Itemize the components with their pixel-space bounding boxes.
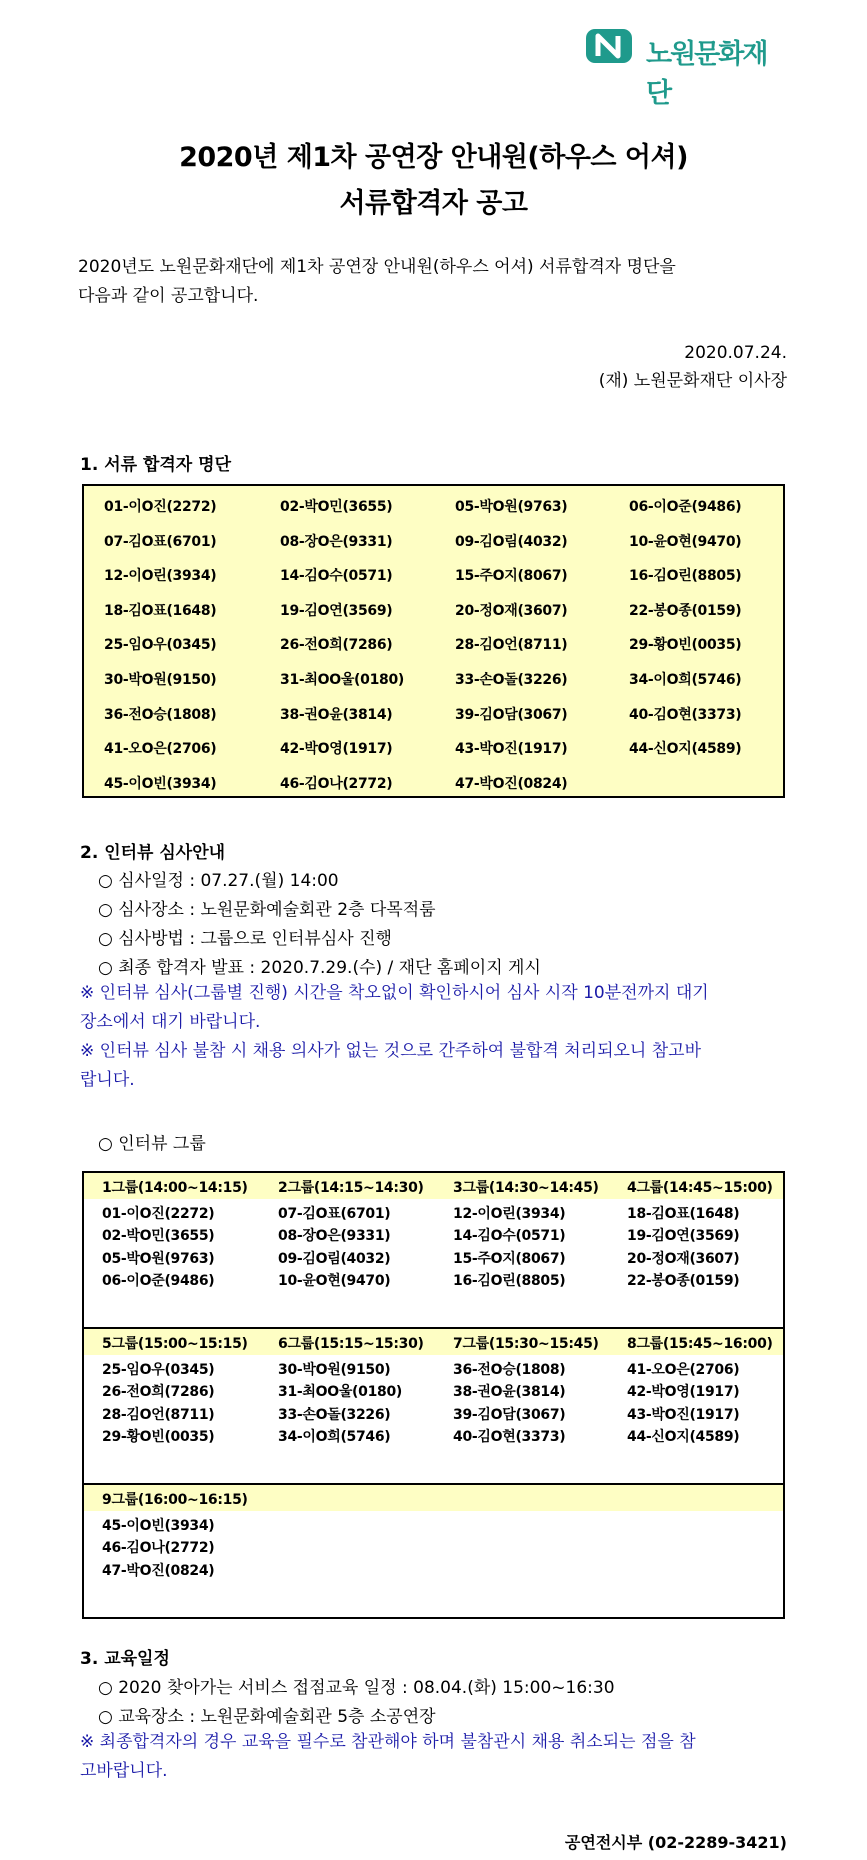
group-member: 28-김O언(8711)	[102, 1406, 215, 1423]
intro-line: 2020년도 노원문화재단에 제1차 공연장 안내원(하우스 어셔) 서류합격자 명단을	[78, 257, 676, 277]
group-header: 6그룹(15:15~15:30)	[278, 1336, 424, 1352]
passer-entry: 36-전O승(1808)	[104, 706, 217, 723]
group-member: 43-박O진(1917)	[627, 1406, 740, 1423]
note-line: 장소에서 대기 바랍니다.	[80, 1012, 261, 1032]
group-header: 4그룹(14:45~15:00)	[627, 1180, 773, 1196]
group-member: 05-박O원(9763)	[102, 1250, 215, 1267]
interview-date: ○ 심사일정 : 07.27.(월) 14:00	[98, 871, 339, 891]
section-heading-interview: 2. 인터뷰 심사안내	[80, 843, 226, 863]
group-header: 5그룹(15:00~15:15)	[102, 1336, 248, 1352]
passer-entry: 41-오O은(2706)	[104, 741, 217, 758]
group-member: 29-황O빈(0035)	[102, 1428, 215, 1445]
group-member: 46-김O나(2772)	[102, 1540, 215, 1557]
passer-entry: 29-황O빈(0035)	[629, 637, 742, 654]
group-member: 42-박O영(1917)	[627, 1384, 740, 1401]
department-contact: 공연전시부 (02-2289-3421)	[564, 1833, 787, 1852]
group-member: 45-이O빈(3934)	[102, 1518, 215, 1534]
group-member: 34-이O희(5746)	[278, 1428, 391, 1445]
group-header: 3그룹(14:30~14:45)	[453, 1180, 599, 1196]
group-member: 39-김O담(3067)	[453, 1406, 566, 1423]
passer-entry: 09-김O림(4032)	[455, 533, 568, 550]
group-member: 08-장O은(9331)	[278, 1228, 391, 1245]
passer-entry: 38-권O윤(3814)	[280, 706, 393, 723]
passer-entry: 15-주O지(8067)	[455, 568, 568, 585]
passer-entry: 01-이O진(2272)	[104, 499, 217, 515]
group-block	[84, 1329, 783, 1483]
group-member: 22-봉O종(0159)	[627, 1272, 740, 1289]
passer-entry: 22-봉O종(0159)	[629, 602, 742, 619]
group-member: 31-최OO울(0180)	[278, 1384, 403, 1401]
passer-entry: 07-김O표(6701)	[104, 533, 217, 550]
passer-entry: 45-이O빈(3934)	[104, 775, 217, 792]
interview-groups-box	[82, 1171, 785, 1619]
group-member: 02-박O민(3655)	[102, 1228, 215, 1245]
group-header: 9그룹(16:00~16:15)	[102, 1492, 248, 1508]
passer-entry: 43-박O진(1917)	[455, 741, 568, 758]
passer-entry: 31-최OO울(0180)	[280, 672, 405, 688]
group-header: 1그룹(14:00~14:15)	[102, 1180, 248, 1196]
group-member: 20-정O재(3607)	[627, 1250, 740, 1267]
group-member: 30-박O원(9150)	[278, 1362, 391, 1378]
passer-entry: 34-이O희(5746)	[629, 672, 742, 688]
announcement-signature	[599, 339, 787, 395]
group-member: 15-주O지(8067)	[453, 1250, 566, 1267]
passer-entry: 05-박O원(9763)	[455, 499, 568, 515]
note-line: ※ 인터뷰 심사(그룹별 진행) 시간을 착오없이 확인하시어 심사 시작 10분전까지 대기	[80, 983, 709, 1003]
group-member: 25-임O우(0345)	[102, 1362, 215, 1378]
group-member: 36-전O승(1808)	[453, 1362, 566, 1378]
passer-entry: 18-김O표(1648)	[104, 602, 217, 619]
group-member: 16-김O린(8805)	[453, 1272, 566, 1289]
group-block	[84, 1173, 783, 1327]
logo-text: 노원문화재단	[646, 39, 767, 109]
announcement-issuer: (재) 노원문화재단 이사장	[598, 371, 787, 391]
group-member: 06-이O준(9486)	[102, 1272, 215, 1289]
group-member: 01-이O진(2272)	[102, 1206, 215, 1222]
note-line: 고바랍니다.	[80, 1761, 168, 1781]
section-heading-education: 3. 교육일정	[80, 1649, 170, 1669]
group-header: 2그룹(14:15~14:30)	[278, 1180, 424, 1196]
passer-entry: 16-김O린(8805)	[629, 568, 742, 585]
passer-entry: 33-손O돌(3226)	[455, 672, 568, 688]
interview-groups-label: ○ 인터뷰 그룹	[98, 1134, 206, 1154]
section-heading-passers: 1. 서류 합격자 명단	[80, 455, 231, 475]
passer-entry: 06-이O준(9486)	[629, 499, 742, 515]
announcement-date: 2020.07.24.	[684, 343, 787, 363]
interview-note-1	[80, 979, 790, 1037]
group-member: 33-손O돌(3226)	[278, 1406, 391, 1423]
page-title-line2: 서류합격자 공고	[339, 188, 528, 219]
note-line: ※ 인터뷰 심사 불참 시 채용 의사가 없는 것으로 간주하여 불합격 처리되오니 참고바	[80, 1041, 702, 1061]
education-place: ○ 교육장소 : 노원문화예술회관 5층 소공연장	[98, 1707, 436, 1727]
passer-entry: 02-박O민(3655)	[280, 499, 393, 515]
group-member: 19-김O연(3569)	[627, 1228, 740, 1245]
passer-list-box	[82, 484, 785, 798]
group-block	[84, 1485, 783, 1617]
group-member: 14-김O수(0571)	[453, 1228, 566, 1245]
group-member: 12-이O린(3934)	[453, 1206, 566, 1222]
passer-entry: 42-박O영(1917)	[280, 741, 393, 758]
passer-entry: 12-이O린(3934)	[104, 568, 217, 585]
passer-entry: 10-윤O현(9470)	[629, 533, 742, 550]
intro-line: 다음과 같이 공고합니다.	[78, 286, 259, 306]
group-member: 10-윤O현(9470)	[278, 1272, 391, 1289]
page-title-line1: 2020년 제1차 공연장 안내원(하우스 어셔)	[179, 142, 688, 173]
group-header: 8그룹(15:45~16:00)	[627, 1336, 773, 1352]
foundation-logo	[584, 26, 784, 109]
passer-entry: 28-김O언(8711)	[455, 637, 568, 654]
group-member: 09-김O림(4032)	[278, 1250, 391, 1267]
group-member: 07-김O표(6701)	[278, 1206, 391, 1222]
passer-entry: 47-박O진(0824)	[455, 775, 568, 792]
interview-method: ○ 심사방법 : 그룹으로 인터뷰심사 진행	[98, 929, 392, 949]
passer-entry: 25-임O우(0345)	[104, 637, 217, 654]
final-result-announcement: ○ 최종 합격자 발표 : 2020.7.29.(수) / 재단 홈페이지 게시	[98, 958, 541, 978]
interview-note-2	[80, 1037, 790, 1095]
passer-entry: 20-정O재(3607)	[455, 602, 568, 619]
passer-entry: 30-박O원(9150)	[104, 672, 217, 688]
interview-place: ○ 심사장소 : 노원문화예술회관 2층 다목적룸	[98, 900, 436, 920]
passer-entry: 40-김O현(3373)	[629, 706, 742, 723]
group-member: 18-김O표(1648)	[627, 1206, 740, 1222]
note-line: ※ 최종합격자의 경우 교육을 필수로 참관해야 하며 불참관시 채용 취소되는 점을 참	[80, 1732, 696, 1752]
group-member: 26-전O희(7286)	[102, 1384, 215, 1401]
group-member: 40-김O현(3373)	[453, 1428, 566, 1445]
group-member: 44-신O지(4589)	[627, 1428, 740, 1445]
passer-entry: 26-전O희(7286)	[280, 637, 393, 654]
passer-entry: 46-김O나(2772)	[280, 775, 393, 792]
group-member: 47-박O진(0824)	[102, 1562, 215, 1579]
passer-entry: 08-장O은(9331)	[280, 533, 393, 550]
education-schedule: ○ 2020 찾아가는 서비스 접점교육 일정 : 08.04.(화) 15:00~16:30	[98, 1678, 615, 1698]
note-line: 랍니다.	[80, 1070, 135, 1090]
passer-entry: 39-김O담(3067)	[455, 706, 568, 723]
group-header: 7그룹(15:30~15:45)	[453, 1336, 599, 1352]
passer-entry: 14-김O수(0571)	[280, 568, 393, 585]
education-note	[80, 1728, 790, 1786]
intro-paragraph	[78, 253, 798, 311]
passer-entry: 44-신O지(4589)	[629, 741, 742, 758]
passer-entry: 19-김O연(3569)	[280, 602, 393, 619]
group-member: 38-권O윤(3814)	[453, 1384, 566, 1401]
group-member: 41-오O은(2706)	[627, 1362, 740, 1378]
logo-mark-icon	[584, 26, 638, 66]
